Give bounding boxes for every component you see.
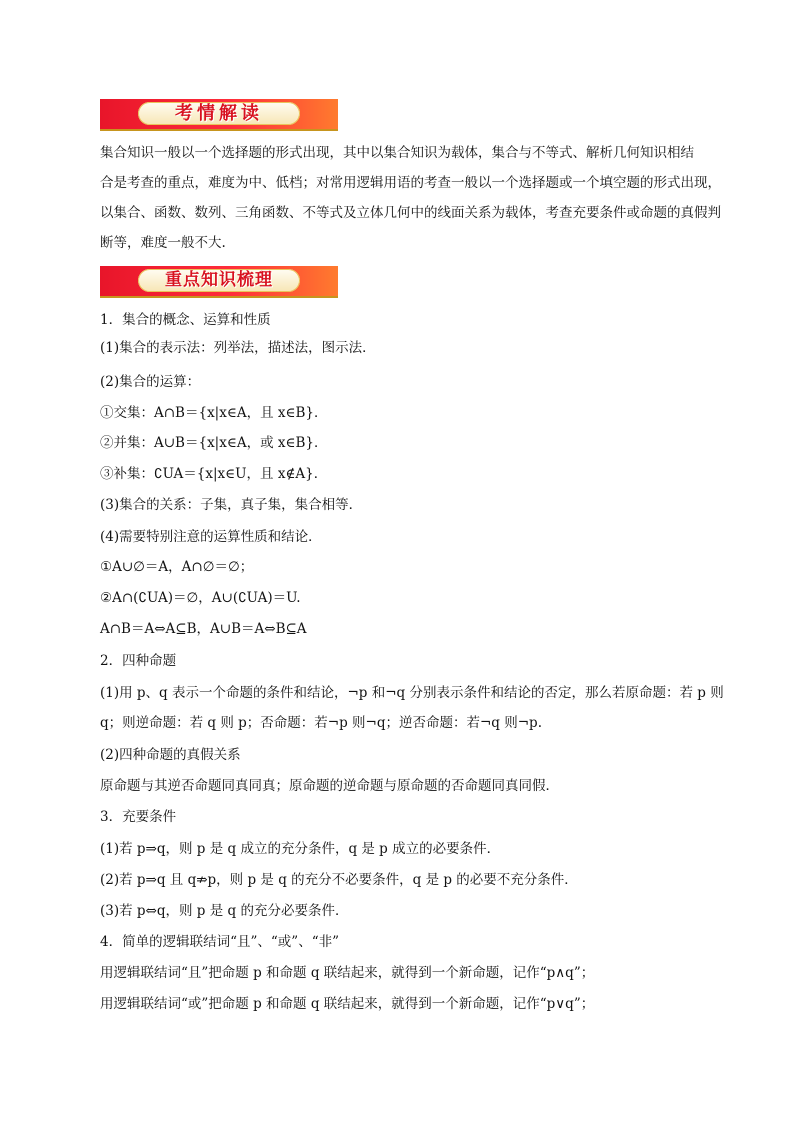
section-banner-exam-analysis [100,99,338,131]
content-line: A∩B＝A⇔A⊆B，A∪B＝A⇔B⊆A [100,621,307,637]
content-line: (1)用 p、q 表示一个命题的条件和结论，¬p 和¬q 分别表示条件和结论的否定，那么若原命题：若 p 则 [100,685,724,701]
content-line: 用逻辑联结词“或”把命题 p 和命题 q 联结起来，就得到一个新命题，记作“p∨q”； [100,996,595,1012]
content-line: (1)集合的表示法：列举法，描述法，图示法． [100,340,376,356]
content-line: ②A∩(∁UA)＝∅，A∪(∁UA)＝U. [100,590,301,606]
content-line: ①A∪∅＝A，A∩∅＝∅； [100,559,254,575]
intro-paragraph [100,138,722,258]
content-line: ②并集：A∪B＝{x|x∈A，或 x∈B}． [100,435,328,451]
content-line: ③补集：∁UA＝{x|x∈U，且 x∉A}． [100,466,328,482]
intro-line: 以集合、函数、数列、三角函数、不等式及立体几何中的线面关系为载体，考查充要条件或命题的真假判 [100,205,721,221]
intro-line: 合是考查的重点，难度为中、低档；对常用逻辑用语的考查一般以一个选择题或一个填空题的形式出现， [100,175,721,191]
heading-sets: 1．集合的概念、运算和性质 [100,312,271,328]
section-banner-key-points [100,266,338,298]
content-line: (2)若 p⇒q 且 q⇏p，则 p 是 q 的充分不必要条件，q 是 p 的必要不充分条件． [100,872,578,888]
content-line: q；则逆命题：若 q 则 p；否命题：若¬p 则¬q；逆否命题：若¬q 则¬p. [100,715,542,731]
heading-conditions: 3．充要条件 [100,809,177,825]
content-line: (2)集合的运算： [100,374,201,390]
intro-line: 集合知识一般以一个选择题的形式出现，其中以集合知识为载体，集合与不等式、解析几何知识相结 [100,145,694,161]
content-line: 原命题与其逆否命题同真同真；原命题的逆命题与原命题的否命题同真同假． [100,778,559,794]
content-line: (1)若 p⇒q，则 p 是 q 成立的充分条件，q 是 p 成立的必要条件． [100,841,501,857]
heading-logic-connectives: 4．简单的逻辑联结词“且”、“或”、“非” [100,934,339,950]
heading-four-propositions: 2．四种命题 [100,653,177,669]
content-line: 用逻辑联结词“且”把命题 p 和命题 q 联结起来，就得到一个新命题，记作“p∧q”； [100,965,595,981]
content-line: (3)集合的关系：子集，真子集，集合相等． [100,497,363,513]
content-line: (3)若 p⇔q，则 p 是 q 的充分必要条件． [100,903,349,919]
section-title: 考情解读 [175,103,263,124]
content-line: (2)四种命题的真假关系 [100,747,241,763]
intro-line: 断等，难度一般不大. [100,235,226,251]
content-line: ①交集：A∩B＝{x|x∈A，且 x∈B}． [100,405,328,421]
section-title: 重点知识梳理 [165,270,273,290]
content-line: (4)需要特别注意的运算性质和结论． [100,529,322,545]
